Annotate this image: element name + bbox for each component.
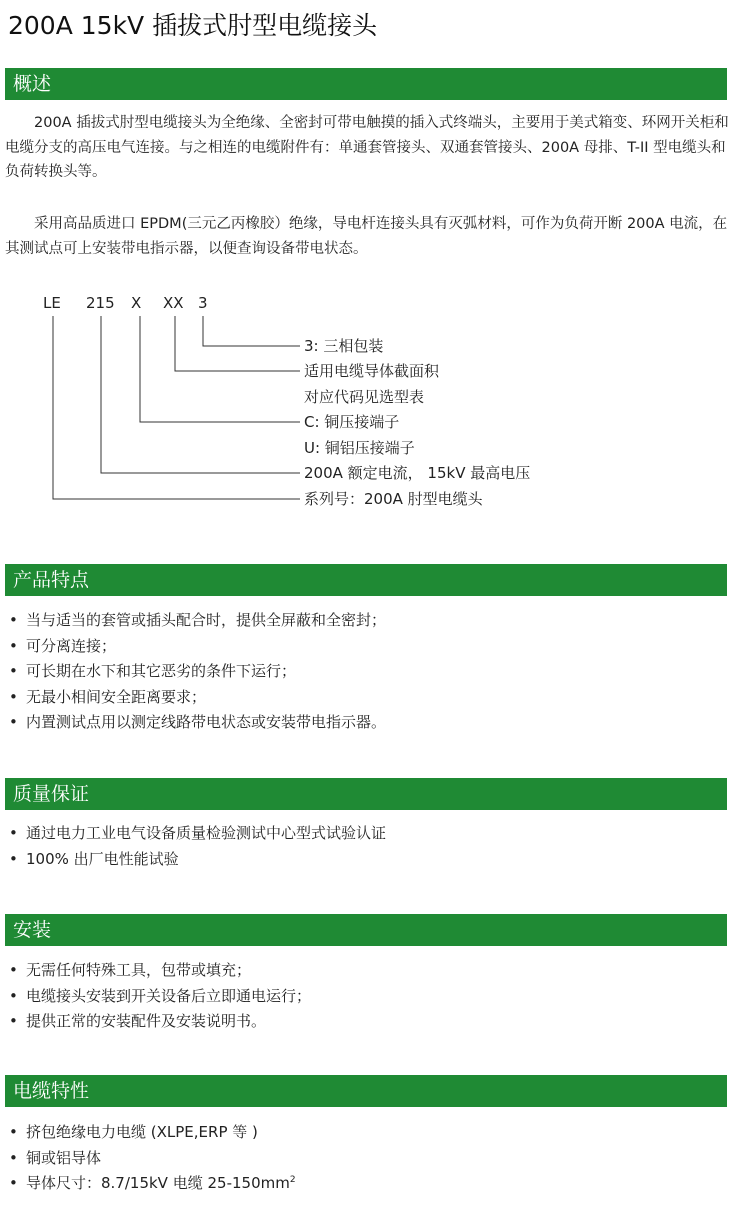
connector-package (203, 316, 300, 346)
section-header-features (5, 564, 727, 596)
list-item: • 电缆接头安装到开关设备后立即通电运行； (8, 984, 728, 1010)
connector-section (175, 316, 300, 371)
list-item: • 内置测试点用以测定线路带电状态或安装带电指示器。 (8, 710, 728, 736)
code-label-rating: 200A 额定电流， 15kV 最高电压 (304, 464, 531, 482)
section-title: 产品特点 (13, 569, 90, 591)
list-item-conductor-size (8, 1171, 728, 1197)
model-code-diagram (0, 293, 740, 518)
list-item: • 100% 出厂电性能试验 (8, 847, 728, 873)
list-item: • 通过电力工业电气设备质量检验测试中心型式试验认证 (8, 821, 728, 847)
list-item: • 无最小相间安全距离要求； (8, 685, 728, 711)
section-title: 概述 (13, 73, 52, 95)
section-header-install (5, 914, 727, 946)
code-part-terminal: X (131, 294, 142, 312)
connector-rating (101, 316, 300, 473)
section-title: 安装 (13, 919, 52, 941)
overview-text-2 (5, 212, 730, 261)
code-part-package: 3 (198, 294, 208, 312)
features-list (8, 608, 728, 736)
code-label-copper: C: 铜压接端子 (304, 413, 400, 431)
code-label-package: 3: 三相包装 (304, 337, 384, 355)
connector-series (53, 316, 300, 499)
section-header-quality (5, 778, 727, 810)
list-item: • 无需任何特殊工具，包带或填充； (8, 958, 728, 984)
install-list (8, 958, 728, 1035)
code-label-section-note: 对应代码见选型表 (304, 388, 425, 406)
code-label-copper-aluminum: U: 铜铝压接端子 (304, 439, 415, 457)
overview-text (5, 111, 730, 185)
code-label-series: 系列号：200A 肘型电缆头 (304, 490, 483, 508)
code-part-series: LE (43, 294, 61, 312)
code-part-section: XX (163, 294, 184, 312)
connector-terminal (140, 316, 300, 422)
section-title: 质量保证 (13, 783, 90, 805)
quality-list (8, 821, 728, 872)
list-item: • 可分离连接； (8, 634, 728, 660)
list-item: • 当与适当的套管或插头配合时，提供全屏蔽和全密封； (8, 608, 728, 634)
section-header-overview (5, 68, 727, 100)
overview-paragraph-2: 采用高品质进口 EPDM(三元乙丙橡胶）绝缘，导电杆连接头具有灭弧材料，可作为负荷开断 200A 电流，在其测试点可上安装带电指示器，以便查询设备带电状态。 (5, 216, 728, 257)
list-item: • 铜或铝导体 (8, 1146, 728, 1172)
code-part-rating: 215 (86, 294, 115, 312)
conductor-size-text: 导体尺寸：8.7/15kV 电缆 25-150mm (26, 1174, 290, 1192)
section-header-cable (5, 1075, 727, 1107)
list-item: • 提供正常的安装配件及安装说明书。 (8, 1009, 728, 1035)
section-title: 电缆特性 (13, 1080, 90, 1102)
page-title: 200A 15kV 插拔式肘型电缆接头 (8, 11, 378, 40)
list-item: • 可长期在水下和其它恶劣的条件下运行； (8, 659, 728, 685)
cable-list (8, 1120, 728, 1197)
code-label-section: 适用电缆导体截面积 (304, 362, 440, 380)
overview-paragraph-1: 200A 插拔式肘型电缆接头为全绝缘、全密封可带电触摸的插入式终端头，主要用于美式箱变、环网开关柜和电缆分支的高压电气连接。与之相连的电缆附件有：单通套管接头、双通套管接头、200A 母排、T-II 型电缆头和负荷转换头等。 (5, 115, 729, 180)
superscript-squared: 2 (289, 1175, 296, 1185)
list-item: • 挤包绝缘电力电缆 (XLPE,ERP 等 ) (8, 1120, 728, 1146)
